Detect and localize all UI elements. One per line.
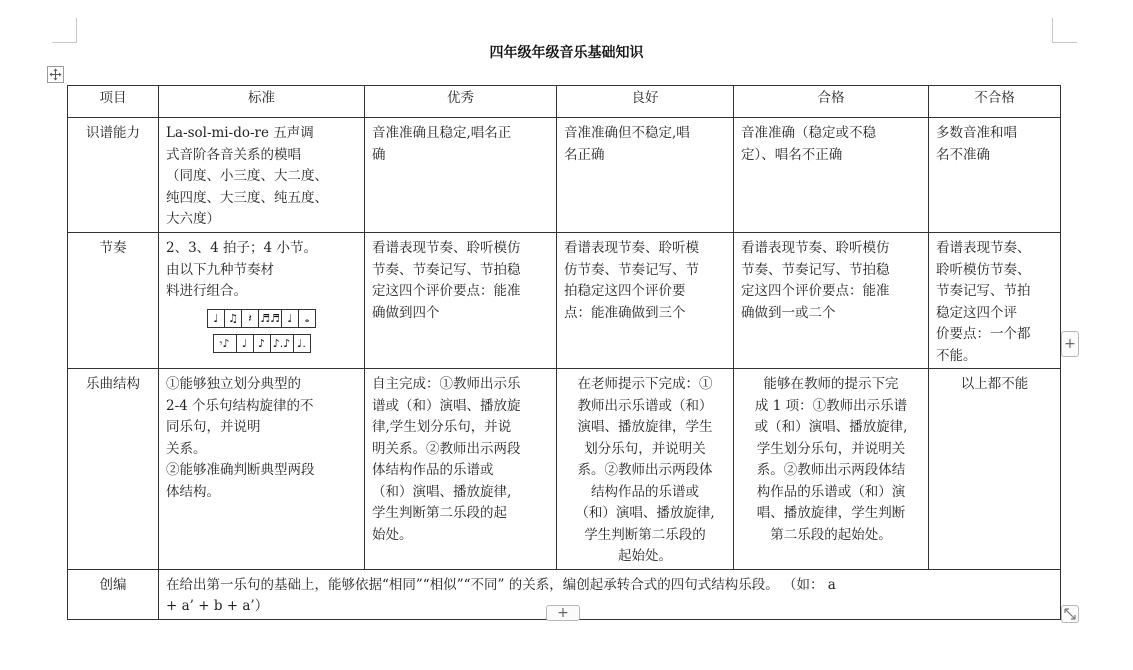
text-line: 同乐句，并说明 <box>166 419 261 435</box>
text-line: 定这四个评价要点：能准 <box>741 283 890 299</box>
text-line: 谱或（和）演唱、播放旋 <box>372 397 521 414</box>
quarter-note-icon: ♩ <box>282 310 299 327</box>
text-line: 定这四个评价要点：能准 <box>372 283 521 299</box>
header-cell-standard[interactable]: 标准 <box>159 86 365 118</box>
add-column-button[interactable]: + <box>1061 331 1079 357</box>
move-arrows-icon <box>49 68 62 81</box>
text-line: 看谱表现节奏、聆听模仿 <box>741 240 890 256</box>
text-line: 关系。 <box>166 440 207 457</box>
text-line: 式音阶各音关系的模唱 <box>166 146 301 163</box>
table-resize-handle[interactable] <box>1061 605 1079 623</box>
text-line: 教师出示乐谱或（和） <box>577 397 713 414</box>
cell-standard-music-structure[interactable] <box>159 369 365 570</box>
cell-pass-sight-reading[interactable] <box>734 118 929 233</box>
text-line: 稳定这四个评 <box>936 304 1017 321</box>
text-line: 在老师提示下完成：① <box>577 376 713 392</box>
cell-item-sight-reading[interactable]: 识谱能力 <box>68 118 159 233</box>
cell-fail-music-structure[interactable] <box>929 369 1061 570</box>
eighth-notes-icon: ♫ <box>225 310 242 327</box>
resize-diagonal-icon <box>1064 608 1076 620</box>
rhythm-notation-row-1 <box>166 309 357 328</box>
text-line: 大六度） <box>166 211 220 227</box>
page-margin-mark-top-right <box>1052 18 1077 43</box>
text-line: 或（和）演唱、播放旋律, <box>754 419 908 435</box>
text-line: 划分乐句，并说明关 <box>584 440 706 457</box>
rhythm-strip <box>213 334 311 353</box>
text-line: 体结构。 <box>166 483 220 500</box>
text-line: 律,学生划分乐句，并说 <box>372 419 512 435</box>
cell-fail-sight-reading[interactable] <box>929 118 1061 233</box>
text-line: 学生划分乐句，并说明关 <box>756 440 906 457</box>
quarter-note-icon: ♩ <box>208 310 225 327</box>
text-line: 演唱、播放旋律，学生 <box>577 419 713 435</box>
cell-good-sight-reading[interactable] <box>557 118 734 233</box>
table-row-sight-reading <box>68 118 1061 233</box>
text-line: 确做到四个 <box>372 304 440 321</box>
text-line: 唱、播放旋律，学生判断 <box>756 505 906 521</box>
quarter-note-icon: ♩ <box>237 335 254 352</box>
text-line: 学生判断第二乐段的 <box>584 526 706 543</box>
text-line: La-sol-mi-do-re 五声调 <box>166 125 314 141</box>
text-line: 由以下九种节奏材 <box>166 261 274 278</box>
rhythm-strip <box>207 309 316 328</box>
text-line: 定）、唱名不正确 <box>741 146 843 163</box>
text-line: 点：能准确做到三个 <box>564 304 686 321</box>
header-cell-item[interactable]: 项目 <box>68 86 159 118</box>
whole-note-icon: 𝅝 <box>304 311 310 325</box>
text-line: 在给出第一乐句的基础上，能够依据“相同”“相似”“不同” 的关系，编创起承转合式的四句式结构乐段。 （如： a <box>166 576 836 593</box>
text-line: 多数音准和唱 <box>936 125 1017 141</box>
header-cell-excellent[interactable]: 优秀 <box>365 86 557 118</box>
table-move-handle[interactable] <box>47 66 64 83</box>
text-line: 始处。 <box>372 526 413 543</box>
cell-standard-rhythm[interactable] <box>159 233 365 369</box>
cell-fail-rhythm[interactable] <box>929 233 1061 369</box>
text-line: 能够在教师的提示下完 <box>763 376 899 392</box>
text-line: 构作品的乐谱或（和）演 <box>756 483 906 500</box>
text-line: （和）演唱、播放旋律, <box>372 483 512 500</box>
cell-item-rhythm[interactable]: 节奏 <box>68 233 159 369</box>
table-row-music-structure <box>68 369 1061 570</box>
text-line: 明关系。②教师出示两段 <box>372 440 521 457</box>
text-line: 拍稳定这四个评价要 <box>564 283 686 299</box>
text-line: 2-4 个乐句结构旋律的不 <box>166 397 314 414</box>
sixteenth-notes-icon: ♬♬ <box>259 310 282 327</box>
quarter-rest-icon: 𝄽 <box>242 310 259 327</box>
cell-merged-composition[interactable] <box>159 569 1061 619</box>
dotted-quarter-note-icon: ♩. <box>297 336 306 350</box>
cell-pass-music-structure[interactable] <box>734 369 929 570</box>
cell-good-rhythm[interactable] <box>557 233 734 369</box>
cell-item-composition[interactable]: 创编 <box>68 569 159 619</box>
text-line: 聆听模仿节奏、 <box>936 261 1031 278</box>
text-line: 系。②教师出示两段体结 <box>756 462 906 478</box>
evaluation-table[interactable] <box>67 85 1061 620</box>
text-line: 看谱表现节奏、 <box>936 240 1031 256</box>
document-title[interactable]: 四年级年级音乐基础知识 <box>489 45 644 61</box>
text-line: + a’ + b + a’） <box>166 598 269 614</box>
cell-excellent-music-structure[interactable] <box>365 369 557 570</box>
text-line: 音准准确且稳定,唱名正 <box>372 125 512 141</box>
text-line: 自主完成：①教师出示乐 <box>372 376 521 392</box>
text-line: 仿节奏、节奏记写、节 <box>564 261 699 278</box>
cell-standard-sight-reading[interactable] <box>159 118 365 233</box>
text-line: 2、3、4 拍子；4 小节。 <box>166 240 317 256</box>
cell-pass-rhythm[interactable] <box>734 233 929 369</box>
text-line: 看谱表现节奏、聆听模 <box>564 240 699 256</box>
text-line: 名不准确 <box>936 146 990 163</box>
table-row-rhythm <box>68 233 1061 369</box>
page-margin-mark-top-left <box>52 18 77 43</box>
eighth-rest-note-icon: 𝄾♪ <box>214 335 237 352</box>
add-row-button[interactable]: + <box>546 605 580 621</box>
text-line: 音准准确但不稳定,唱 <box>564 125 690 141</box>
text-line: 系。②教师出示两段体 <box>577 462 713 478</box>
text-line: 看谱表现节奏、聆听模仿 <box>372 240 521 256</box>
cell-excellent-rhythm[interactable] <box>365 233 557 369</box>
text-line: 料进行组合。 <box>166 283 247 299</box>
cell-excellent-sight-reading[interactable] <box>365 118 557 233</box>
text-line: 以上都不能 <box>960 376 1029 392</box>
text-line: 成 1 项：①教师出示乐谱 <box>754 397 908 414</box>
table-header-row <box>68 86 1061 118</box>
text-line: 体结构作品的乐谱或 <box>372 462 494 478</box>
text-line: 学生判断第二乐段的起 <box>372 505 507 521</box>
text-line: 确做到一或二个 <box>741 304 836 321</box>
text-line: 不能。 <box>936 347 977 364</box>
text-line: 音准准确（稳定或不稳 <box>741 125 876 141</box>
eighth-note-icon: ♪ <box>254 335 271 352</box>
cell-item-music-structure[interactable]: 乐曲结构 <box>68 369 159 570</box>
text-line: 节奏记写、节拍 <box>936 283 1031 299</box>
text-line: 名正确 <box>564 146 605 163</box>
text-line: 起始处。 <box>618 548 672 564</box>
text-line: 纯四度、大三度、纯五度、 <box>166 189 328 206</box>
text-line: 确 <box>372 146 386 163</box>
text-line: 节奏、节奏记写、节拍稳 <box>372 261 521 278</box>
text-line: ②能够准确判断典型两段 <box>166 462 315 478</box>
cell-good-music-structure[interactable] <box>557 369 734 570</box>
text-line: ①能够独立划分典型的 <box>166 376 301 392</box>
text-line: 结构作品的乐谱或 <box>591 483 699 500</box>
header-cell-pass[interactable]: 合格 <box>734 86 929 118</box>
rhythm-notation-row-2 <box>166 334 357 353</box>
dotted-eighth-note-icon: ♪.♪ <box>271 335 294 352</box>
text-line: 节奏、节奏记写、节拍稳 <box>741 261 890 278</box>
text-line: （同度、小三度、大二度、 <box>166 168 328 184</box>
text-line: 第二乐段的起始处。 <box>770 526 892 543</box>
header-cell-fail[interactable]: 不合格 <box>929 86 1061 118</box>
text-line: 价要点：一个都 <box>936 326 1031 342</box>
header-cell-good[interactable]: 良好 <box>557 86 734 118</box>
text-line: （和）演唱、播放旋律, <box>575 505 715 521</box>
